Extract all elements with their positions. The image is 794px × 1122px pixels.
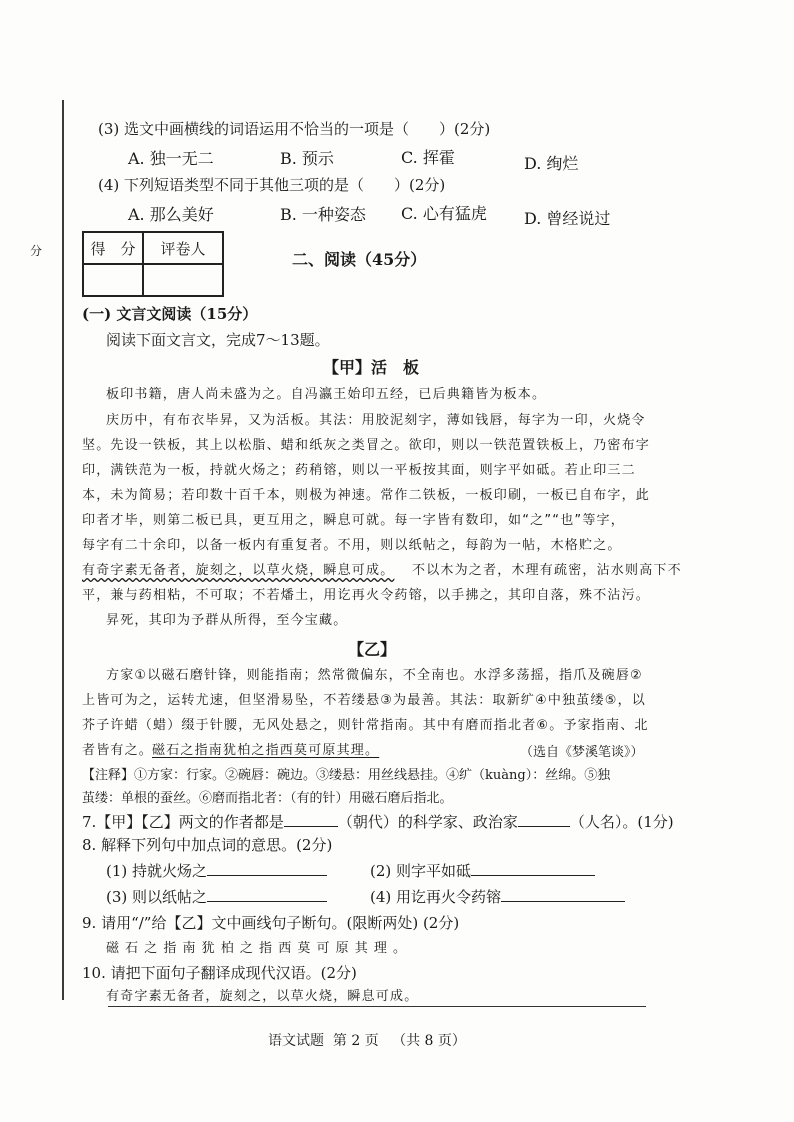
score-label: 得 分 [83,232,143,264]
q7-part-c: （人名）。(1分) [569,813,674,831]
q8-item-4-blank[interactable] [501,887,625,902]
q4-option-d: D. 曾经说过 [524,209,611,228]
q8-item-2-blank[interactable] [471,861,595,876]
margin-mark: 分 [30,244,43,258]
jia-line-5: 本，未为简易；若印数十百千本，则极为神速。常作二铁板，一板印刷，一板已自布字，此 [82,488,651,503]
q8-item-2 [370,860,595,881]
score-cell [83,264,143,296]
notes-line-2: 茧缕：单根的蚕丝。⑥磨而指北者：（有的针）用磁石磨后指北。 [82,791,453,806]
q8-item-4-text: (4) 用讫再火令药镕 [370,888,502,906]
q8-item-4 [370,886,625,907]
binding-margin-line [62,100,64,1000]
question-7 [82,811,674,832]
yi-line-4a: 者皆有之。 [82,743,154,758]
footer-total: （共 8 页） [392,1033,466,1049]
q4-option-b: B. 一种姿态 [280,205,366,224]
q7-part-a: 7.【甲】【乙】两文的作者都是 [82,813,284,831]
score-table [82,231,224,297]
q8-item-3-blank[interactable] [207,887,327,902]
q3-option-d: D. 绚烂 [524,154,579,173]
footer [268,1030,466,1050]
jia-line-1: 板印书籍，唐人尚未盛为之。自冯瀛王始印五经，已后典籍皆为板本。 [106,387,547,402]
subsection-title: (一) 文言文阅读（15分） [82,305,258,323]
jia-line-9: 平，兼与药相粘，不可取；不若燔土，用讫再火令药镕，以手拂之，其印自落，殊不沾污。 [82,588,651,603]
jia-line-6: 印者才毕，则第二板已具，更互用之，瞬息可就。每一字皆有数印，如“之”“也”等字， [82,513,625,528]
q8-item-3-text: (3) 则以纸帖之 [106,888,208,906]
q4-option-a: A. 那么美好 [128,205,214,224]
jia-underlined-sentence: 有奇字素无备者，旋刻之，以草火烧，瞬息可成。 [82,563,395,578]
grader-cell [143,264,223,296]
section-title: 二、阅读（45分） [292,250,427,269]
yi-source: （选自《梦溪笔谈》） [520,745,644,760]
question-8-title: 8. 解释下列句中加点词的意思。(2分) [82,836,333,854]
answer-line[interactable] [108,1006,646,1007]
yi-line-3: 芥子许蜡（蜡）缀于针腰，无风处悬之，则针常指南。其中有磨而指北者⑥。予家指南、北 [82,718,649,733]
q7-part-b: （朝代）的科学家、政治家 [337,813,518,831]
jia-line-4: 印，满铁范为一板，持就火炀之；药稍镕，则以一平板按其面，则字平如砥。若止印三二 [82,463,636,478]
q8-item-1-blank[interactable] [207,861,327,876]
jia-line-8b: 不以木为之者，木理有疏密，沾水则高下不 [412,563,682,578]
q9-sentence: 磁 石 之 指 南 犹 柏 之 指 西 莫 可 原 其 理 。 [106,941,407,956]
q8-item-1-text: (1) 持就火炀之 [106,862,208,880]
jia-line-2: 庆历中，有布衣毕昇，又为活板。其法：用胶泥刻字，薄如钱唇，每字为一印，火烧令 [106,413,646,428]
question-3-text: (3) 选文中画横线的词语运用不恰当的一项是（ ）(2分) [98,120,491,138]
yi-underlined-sentence: 磁石之指南犹柏之指西莫可原其理。 [152,743,380,758]
q8-item-1 [106,860,327,881]
q10-sentence: 有奇字素无备者，旋刻之，以草火烧，瞬息可成。 [106,989,419,1004]
question-4-text: (4) 下列短语类型不同于其他三项的是（ ）(2分) [98,176,446,194]
passage-yi-title: 【乙】 [348,640,397,659]
q7-dynasty-blank[interactable] [284,812,338,827]
q3-option-b: B. 预示 [280,149,334,168]
reading-instruction: 阅读下面文言文，完成7～13题。 [106,331,330,349]
question-10-title: 10. 请把下面句子翻译成现代汉语。(2分) [82,964,357,982]
q8-item-2-text: (2) 则字平如砥 [370,862,472,880]
q4-option-c: C. 心有猛虎 [401,204,487,223]
jia-line-7: 每字有二十余印，以备一板内有重复者。不用，则以纸帖之，每韵为一帖，木格贮之。 [82,538,622,553]
notes-line-1: 【注释】①方家：行家。②碗唇：碗边。③缕悬：用丝线悬挂。④纩（kuàng）：丝绵。⑤独 [82,768,611,783]
jia-line-10: 昇死，其印为予群从所得，至今宝藏。 [106,613,348,628]
footer-page: 第 2 页 [332,1033,379,1049]
q8-item-3 [106,886,327,907]
yi-line-1: 方家①以磁石磨针锋，则能指南；然常微偏东，不全南也。水浮多荡摇，指爪及碗唇② [106,668,643,683]
q7-name-blank[interactable] [518,812,570,827]
q3-option-a: A. 独一无二 [128,149,214,168]
jia-line-3: 坚。先设一铁板，其上以松脂、蜡和纸灰之类冒之。欲印，则以一铁范置铁板上，乃密布字 [82,438,651,453]
grader-label: 评卷人 [143,232,223,264]
question-9-title: 9. 请用“/”给【乙】文中画线句子断句。(限断两处) (2分) [82,914,460,932]
q3-option-c: C. 挥霍 [401,148,455,167]
passage-jia-title: 【甲】活 板 [323,358,420,377]
footer-subject: 语文试题 [268,1033,324,1049]
yi-line-2: 上皆可为之，运转尤速，但坚滑易坠，不若缕悬③为最善。其法：取新纩④中独茧缕⑤，以 [82,693,646,708]
